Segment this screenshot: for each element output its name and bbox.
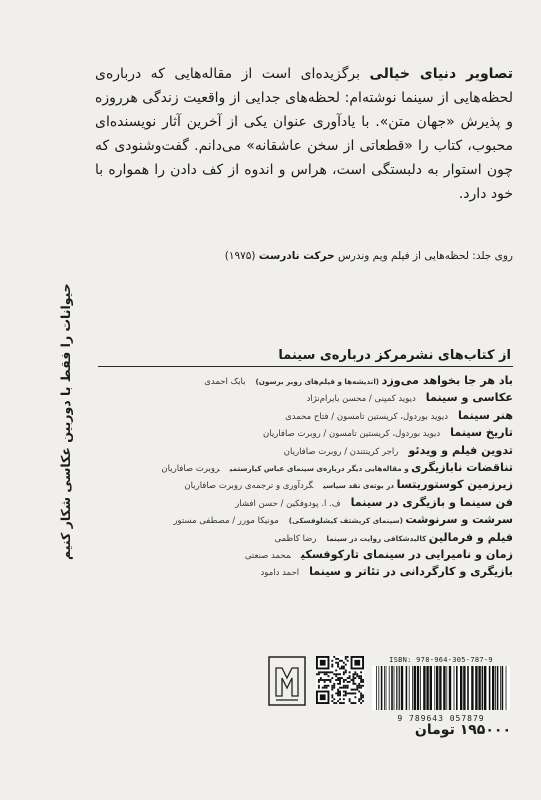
book-title: تناقضات نابازیگری bbox=[411, 460, 513, 474]
book-subtitle: (سینمای کریشتف کیشلوفسکی) bbox=[288, 516, 406, 526]
isbn: ISBN: 978-964-305-787-9 bbox=[389, 656, 493, 664]
vertical-slogan: حیوانات را فقط با دوربین عکاسی شکار کنیم bbox=[58, 283, 73, 561]
cover-caption-year: (۱۹۷۵) bbox=[224, 250, 259, 262]
publisher-logo bbox=[268, 656, 306, 706]
book-author: بابک احمدی bbox=[204, 377, 246, 387]
list-item bbox=[98, 529, 513, 546]
cover-caption-prefix: روی جلد: لحظه‌هایی از فیلم ویم وندرس bbox=[334, 250, 513, 262]
book-author: ف. ا. پودوفکین / حسن افشار bbox=[235, 498, 341, 509]
book-title: باد هر جا بخواهد می‌وزد bbox=[381, 374, 513, 387]
barcode-block bbox=[372, 656, 510, 723]
book-list-title: از کتاب‌های نشرمرکز درباره‌ی سینما bbox=[278, 348, 511, 363]
barcode-icon bbox=[372, 666, 510, 710]
book-title: زمان و نامیرایی در سینمای تارکوفسکی bbox=[300, 547, 513, 561]
list-item bbox=[98, 511, 513, 528]
book-author: دیوید بوردول، کریستین تامسون / روبرت صافاریان bbox=[263, 429, 441, 440]
list-item bbox=[98, 424, 513, 441]
list-item bbox=[98, 389, 513, 406]
book-subtitle: در بوته‌ی نقد سیاسی bbox=[323, 481, 397, 491]
book-title: تاریخ سینما bbox=[450, 426, 513, 440]
book-title: بازیگری و کارگردانی در تئاتر و سینما bbox=[309, 565, 513, 579]
book-author: گردآوری و ترجمه‌ی روبرت صافاریان bbox=[184, 481, 314, 492]
book-title: فیلم و فرمالین bbox=[428, 530, 513, 544]
book-title: فن سینما و بازیگری در سینما bbox=[350, 495, 513, 509]
list-item bbox=[98, 563, 513, 580]
cover-caption-film: حرکت نادرست bbox=[258, 250, 335, 262]
list-item bbox=[98, 407, 513, 424]
book-author: دیوید کمپنی / محسن بایرام‌نژاد bbox=[306, 394, 416, 405]
book-author: مونیکا مورر / مصطفی مستور bbox=[173, 516, 279, 527]
book-author: راجر کرینتندن / روبرت صافاریان bbox=[283, 446, 399, 457]
cover-caption bbox=[224, 250, 513, 262]
book-subtitle: و مقاله‌هایی دیگر درباره‌ی سینمای عباس کیارستمی bbox=[229, 463, 412, 473]
book-list bbox=[98, 372, 513, 581]
book-title: سرشت و سرنوشت bbox=[405, 513, 513, 527]
list-item bbox=[98, 476, 513, 493]
book-author: احمد دامود bbox=[260, 568, 300, 579]
book-title: تدوین فیلم و ویدئو bbox=[408, 443, 513, 457]
book-author: محمد صنعتی bbox=[244, 550, 291, 561]
book-author: روبرت صافاریان bbox=[161, 463, 220, 474]
qr-code bbox=[316, 656, 364, 704]
description-text: برگزیده‌ای است از مقاله‌هایی که درباره‌ی لحظه‌هایی از سینما نوشته‌ام: لحظه‌های جدایی از واقعیت زندگی هرروزه و پذیرش «جهان متن». با یادآوری عنوان یکی از آخرین آثار نویسنده‌ای محبوب، کتاب را «قطعاتی از سخن عاشقانه» می‌دانم. گفت‌وشنودی که چون استوار به دلبستگی است، هراس و اندوه از کف دادن را همواره با خود دارد. bbox=[95, 66, 513, 202]
book-subtitle: کالبدشکافی روایت در سینما bbox=[326, 533, 429, 543]
book-subtitle: (اندیشه‌ها و فیلم‌های روبر برسون) bbox=[255, 377, 382, 386]
barcode-number: 9 789643 057879 bbox=[397, 714, 485, 723]
list-item bbox=[98, 442, 513, 459]
book-description bbox=[95, 62, 513, 206]
book-title: هنر سینما bbox=[457, 408, 513, 422]
book-author: دیوید بوردول، کریستین تامسون / فتاح محمدی bbox=[285, 411, 448, 422]
list-item bbox=[98, 494, 513, 511]
book-title: عکاسی و سینما bbox=[425, 391, 513, 405]
list-item bbox=[98, 372, 513, 389]
book-title: زیرزمین کوستوریتسا bbox=[396, 478, 513, 492]
list-item bbox=[98, 459, 513, 476]
book-author: رضا کاظمی bbox=[274, 533, 317, 544]
list-item bbox=[98, 546, 513, 563]
list-divider bbox=[98, 366, 513, 367]
price: ۱۹۵۰۰۰ تومان bbox=[414, 722, 511, 738]
description-bold-lead: تصاویر دنیای خیالی bbox=[369, 66, 513, 82]
